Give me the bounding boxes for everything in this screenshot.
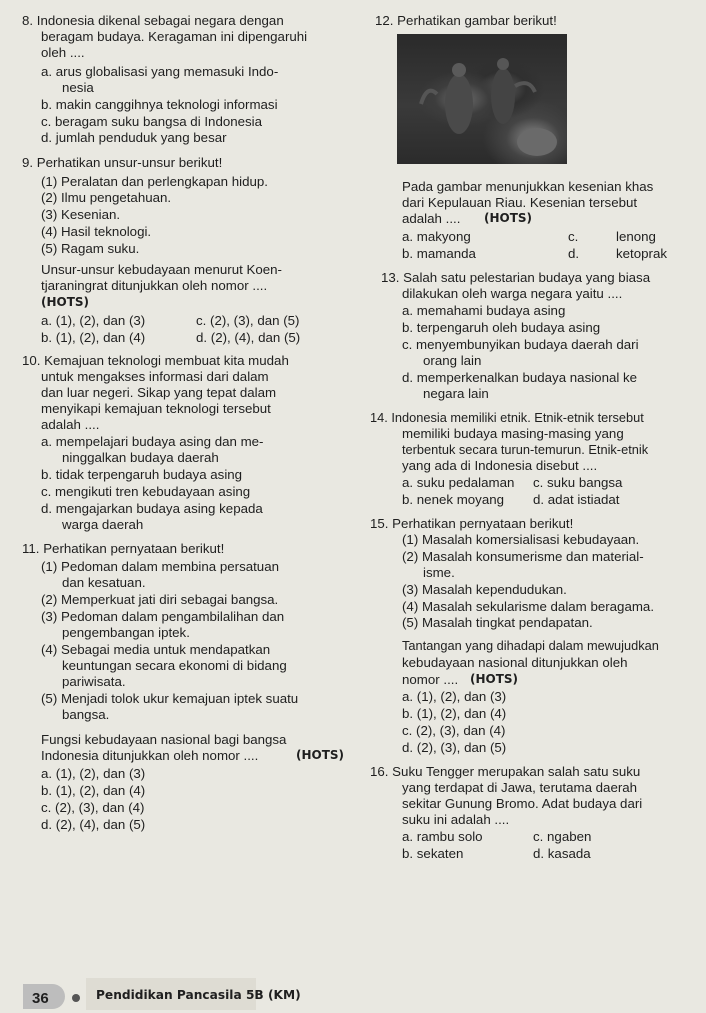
q16-option-c: c. ngaben bbox=[533, 829, 592, 844]
q9-item-1: (1) Peralatan dan perlengkapan hidup. bbox=[41, 174, 268, 189]
q15-item-2-line2: isme. bbox=[423, 565, 455, 580]
q11-tail-line2: Indonesia ditunjukkan oleh nomor .... bbox=[41, 748, 259, 763]
q15-option-b: b. (1), (2), dan (4) bbox=[402, 706, 507, 721]
q11-option-a: a. (1), (2), dan (3) bbox=[41, 766, 146, 781]
q15-tail-line3: nomor .... bbox=[402, 672, 459, 687]
q15-tail-line2: kebudayaan nasional ditunjukkan oleh bbox=[402, 655, 628, 670]
q10-option-d-line2: warga daerah bbox=[62, 517, 144, 532]
q12-option-b: b. mamanda bbox=[402, 246, 476, 261]
q9-item-2: (2) Ilmu pengetahuan. bbox=[41, 190, 172, 205]
q10-stem-line1: 10. Kemajuan teknologi membuat kita mudah bbox=[22, 353, 289, 368]
q14-stem-line2: memiliki budaya masing-masing yang bbox=[402, 426, 624, 441]
book-title: Pendidikan Pancasila 5B (KM) bbox=[96, 988, 301, 1002]
q8-option-a-line2: nesia bbox=[62, 80, 94, 95]
q16-stem-line2: yang terdapat di Jawa, terutama daerah bbox=[402, 780, 638, 795]
q15-option-a: a. (1), (2), dan (3) bbox=[402, 689, 507, 704]
q16-option-b: b. sekaten bbox=[402, 846, 464, 861]
q16-option-a: a. rambu solo bbox=[402, 829, 483, 844]
q15-stem: 15. Perhatikan pernyataan berikut! bbox=[370, 516, 574, 531]
q15-hots-label: (HOTS) bbox=[470, 672, 519, 686]
q10-stem-line4: menyikapi kemajuan teknologi tersebut bbox=[41, 401, 271, 416]
q14-stem-line3: terbentuk secara turun-temurun. Etnik-etnik bbox=[402, 442, 649, 457]
q14-option-d: d. adat istiadat bbox=[533, 492, 620, 507]
q15-option-d: d. (2), (3), dan (5) bbox=[402, 740, 507, 755]
q14-stem-line4: yang ada di Indonesia disebut .... bbox=[402, 458, 598, 473]
q8-option-d: d. jumlah penduduk yang besar bbox=[41, 130, 227, 145]
q11-item-4-line2: keuntungan secara ekonomi di bidang bbox=[62, 658, 287, 673]
q11-item-1-line2: dan kesatuan. bbox=[62, 575, 146, 590]
q13-option-c-line1: c. menyembunyikan budaya daerah dari bbox=[402, 337, 639, 352]
q15-tail-line1: Tantangan yang dihadapi dalam mewujudkan bbox=[402, 638, 659, 653]
q12-option-d-text: ketoprak bbox=[616, 246, 667, 261]
q16-option-d: d. kasada bbox=[533, 846, 591, 861]
q9-option-d: d. (2), (4), dan (5) bbox=[196, 330, 301, 345]
q10-option-c: c. mengikuti tren kebudayaan asing bbox=[41, 484, 251, 499]
q11-item-2: (2) Memperkuat jati diri sebagai bangsa. bbox=[41, 592, 279, 607]
q16-stem-line4: suku ini adalah .... bbox=[402, 812, 510, 827]
q13-option-d-line2: negara lain bbox=[423, 386, 489, 401]
q12-option-d-letter: d. bbox=[568, 246, 580, 261]
q11-option-d: d. (2), (4), dan (5) bbox=[41, 817, 146, 832]
q13-option-d-line1: d. memperkenalkan budaya nasional ke bbox=[402, 370, 638, 385]
q9-stem: 9. Perhatikan unsur-unsur berikut! bbox=[22, 155, 223, 170]
q13-option-b: b. terpengaruh oleh budaya asing bbox=[402, 320, 601, 335]
q10-stem-line3: dan luar negeri. Sikap yang tepat dalam bbox=[41, 385, 277, 400]
q13-option-a: a. memahami budaya asing bbox=[402, 303, 566, 318]
q12-stem: 12. Perhatikan gambar berikut! bbox=[375, 13, 557, 28]
makyong-performance-photo bbox=[397, 34, 567, 164]
q15-item-4: (4) Masalah sekularisme dalam beragama. bbox=[402, 599, 655, 614]
q11-item-1-line1: (1) Pedoman dalam membina persatuan bbox=[41, 559, 279, 574]
q10-option-a-line2: ninggalkan budaya daerah bbox=[62, 450, 219, 465]
q9-item-4: (4) Hasil teknologi. bbox=[41, 224, 152, 239]
q15-option-c: c. (2), (3), dan (4) bbox=[402, 723, 506, 738]
q11-item-3-line1: (3) Pedoman dalam pengambilalihan dan bbox=[41, 609, 285, 624]
q13-stem-line2: dilakukan oleh warga negara yaitu .... bbox=[402, 286, 623, 301]
q9-item-3: (3) Kesenian. bbox=[41, 207, 121, 222]
q8-stem-line1: 8. Indonesia dikenal sebagai negara dengan bbox=[22, 13, 284, 28]
q11-item-4-line1: (4) Sebagai media untuk mendapatkan bbox=[41, 642, 271, 657]
q15-item-1: (1) Masalah komersialisasi kebudayaan. bbox=[402, 532, 640, 547]
q10-stem-line2: untuk mengakses informasi dari dalam bbox=[41, 369, 269, 384]
q14-option-b: b. nenek moyang bbox=[402, 492, 505, 507]
q11-item-5-line2: bangsa. bbox=[62, 707, 110, 722]
q14-option-a: a. suku pedalaman bbox=[402, 475, 515, 490]
q8-option-c: c. beragam suku bangsa di Indonesia bbox=[41, 114, 263, 129]
q11-item-3-line2: pengembangan iptek. bbox=[62, 625, 190, 640]
q13-stem-line1: 13. Salah satu pelestarian budaya yang biasa bbox=[381, 270, 651, 285]
q10-option-d-line1: d. mengajarkan budaya asing kepada bbox=[41, 501, 263, 516]
q11-option-b: b. (1), (2), dan (4) bbox=[41, 783, 146, 798]
q9-tail-line1: Unsur-unsur kebudayaan menurut Koen- bbox=[41, 262, 282, 277]
q15-item-3: (3) Masalah kependudukan. bbox=[402, 582, 567, 597]
q10-option-b: b. tidak terpengaruh budaya asing bbox=[41, 467, 243, 482]
q8-option-a-line1: a. arus globalisasi yang memasuki Indo- bbox=[41, 64, 279, 79]
q9-option-c: c. (2), (3), dan (5) bbox=[196, 313, 300, 328]
q10-stem-line5: adalah .... bbox=[41, 417, 100, 432]
q11-item-4-line3: pariwisata. bbox=[62, 674, 126, 689]
bullet-dot-icon bbox=[72, 994, 80, 1002]
q11-option-c: c. (2), (3), dan (4) bbox=[41, 800, 145, 815]
q9-hots-label: (HOTS) bbox=[41, 295, 90, 309]
q11-hots-label: (HOTS) bbox=[296, 748, 345, 762]
q16-stem-line1: 16. Suku Tengger merupakan salah satu suku bbox=[370, 764, 641, 779]
q11-tail-line1: Fungsi kebudayaan nasional bagi bangsa bbox=[41, 732, 287, 747]
q9-item-5: (5) Ragam suku. bbox=[41, 241, 140, 256]
q14-stem-line1: 14. Indonesia memiliki etnik. Etnik-etnik tersebut bbox=[370, 410, 644, 425]
q12-option-c-letter: c. bbox=[568, 229, 579, 244]
q13-option-c-line2: orang lain bbox=[423, 353, 482, 368]
q9-option-b: b. (1), (2), dan (4) bbox=[41, 330, 146, 345]
q16-stem-line3: sekitar Gunung Bromo. Adat budaya dari bbox=[402, 796, 643, 811]
q8-stem-line2: beragam budaya. Keragaman ini dipengaruhi bbox=[41, 29, 308, 44]
q12-option-a: a. makyong bbox=[402, 229, 471, 244]
q15-item-2-line1: (2) Masalah konsumerisme dan material- bbox=[402, 549, 644, 564]
q12-hots-label: (HOTS) bbox=[484, 211, 533, 225]
page-number: 36 bbox=[32, 990, 49, 1007]
q14-option-c: c. suku bangsa bbox=[533, 475, 623, 490]
q8-option-b: b. makin canggihnya teknologi informasi bbox=[41, 97, 278, 112]
q11-item-5-line1: (5) Menjadi tolok ukur kemajuan iptek suatu bbox=[41, 691, 299, 706]
q10-option-a-line1: a. mempelajari budaya asing dan me- bbox=[41, 434, 264, 449]
q12-caption-line3: adalah .... bbox=[402, 211, 461, 226]
dance-photo-icon bbox=[397, 34, 567, 164]
q8-stem-line3: oleh .... bbox=[41, 45, 85, 60]
q9-option-a: a. (1), (2), dan (3) bbox=[41, 313, 146, 328]
q12-option-c-text: lenong bbox=[616, 229, 656, 244]
q11-stem: 11. Perhatikan pernyataan berikut! bbox=[22, 541, 225, 556]
q15-item-5: (5) Masalah tingkat pendapatan. bbox=[402, 615, 593, 630]
q12-caption-line2: dari Kepulauan Riau. Kesenian tersebut bbox=[402, 195, 638, 210]
q12-caption-line1: Pada gambar menunjukkan kesenian khas bbox=[402, 179, 654, 194]
q9-tail-line2: tjaraningrat ditunjukkan oleh nomor .... bbox=[41, 278, 268, 293]
